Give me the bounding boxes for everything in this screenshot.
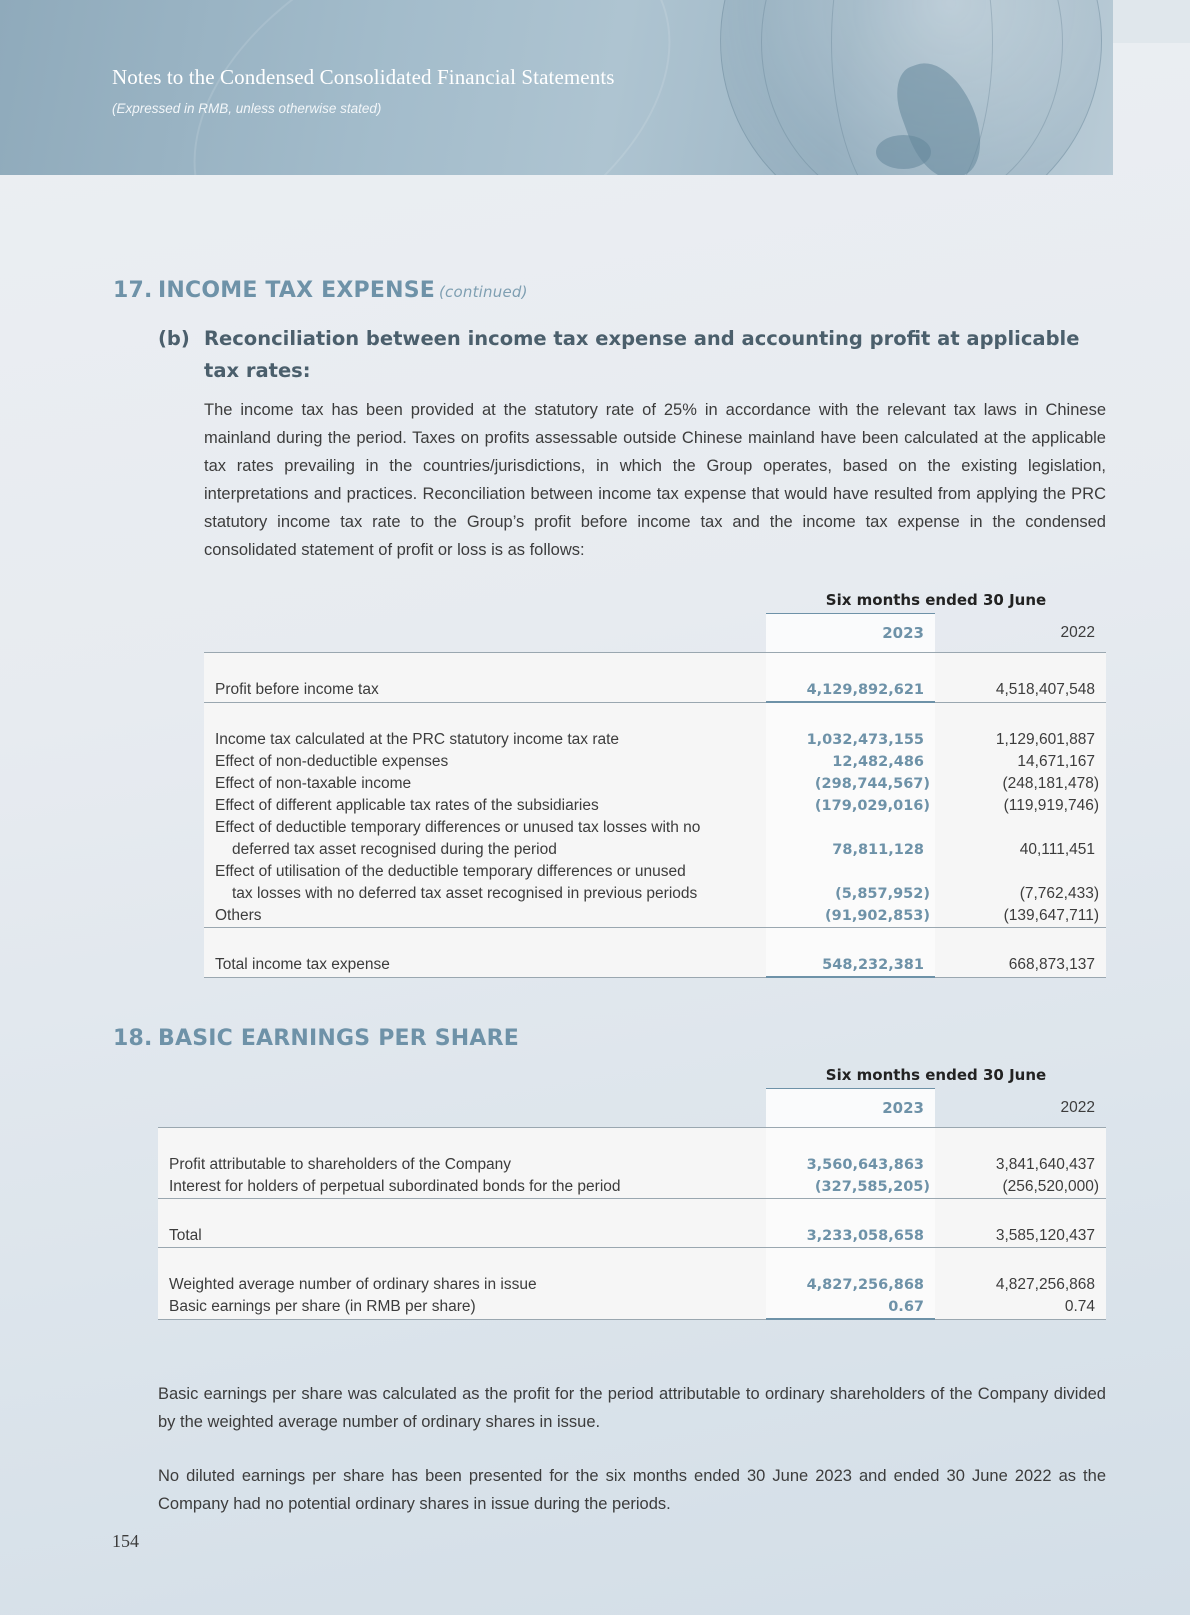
column-header-2022: 2022 [1060, 623, 1095, 641]
value-2023: 3,560,643,863 [766, 1154, 935, 1176]
table-row [204, 729, 1106, 751]
table-row [158, 1154, 1106, 1176]
header-title: Notes to the Condensed Consolidated Financial Statements [112, 65, 615, 89]
section-18-paragraph-2: No diluted earnings per share has been presented for the six months ended 30 June 2023 and ended 30 June 2022 as the Company had no potential ordinary shares in issue during the periods. [158, 1467, 1106, 1513]
value-2023: 4,129,892,621 [766, 679, 935, 702]
table-row [158, 1296, 1106, 1319]
table-row [204, 751, 1106, 773]
section-title: BASIC EARNINGS PER SHARE [158, 1026, 520, 1051]
row-label: Effect of utilisation of the deductible temporary differences or unused [204, 861, 766, 883]
section-17-heading [113, 278, 528, 303]
value-2023: 0.67 [766, 1296, 935, 1319]
value-2023: 1,032,473,155 [766, 729, 935, 751]
table-row [158, 1274, 1106, 1296]
column-header-2023: 2023 [766, 614, 935, 653]
value-2023: 78,811,128 [766, 839, 935, 861]
table-row [204, 773, 1106, 795]
value-2022: 0.74 [935, 1296, 1106, 1319]
value-2023: (179,029,016) [766, 795, 935, 817]
value-2023: (91,902,853) [766, 905, 935, 928]
table-row [204, 817, 1106, 839]
value-2022: 40,111,451 [935, 839, 1106, 861]
table-caption: Six months ended 30 June [825, 1066, 1047, 1084]
row-label: Effect of deductible temporary differences or unused tax losses with no [204, 817, 766, 839]
earnings-per-share-table [158, 1062, 1106, 1320]
column-header-2022: 2022 [1060, 1098, 1095, 1116]
total-2022: 668,873,137 [935, 954, 1106, 977]
value-2022: (119,919,746) [935, 795, 1106, 817]
value-2022: (139,647,711) [935, 905, 1106, 928]
section-number: 18. [113, 1026, 153, 1051]
total-2023: 548,232,381 [766, 954, 935, 977]
page-number: 154 [112, 1531, 139, 1551]
value-2023: (5,857,952) [766, 883, 935, 905]
row-label: Effect of non-deductible expenses [204, 751, 766, 773]
table-total-row [204, 954, 1106, 977]
table-row [158, 1176, 1106, 1199]
value-2022: (7,762,433) [935, 883, 1106, 905]
row-label: Effect of non-taxable income [204, 773, 766, 795]
value-2022: 1,129,601,887 [935, 729, 1106, 751]
section-18-heading [113, 1026, 519, 1051]
landmass-graphic-australia [876, 135, 931, 169]
row-label: Profit attributable to shareholders of the Company [158, 1154, 766, 1176]
table-row-continuation [204, 839, 1106, 861]
table-row [204, 795, 1106, 817]
value-2023: 4,827,256,868 [766, 1274, 935, 1296]
table-total-row [158, 1225, 1106, 1248]
value-2022: 4,827,256,868 [935, 1274, 1106, 1296]
section-17-paragraph: The income tax has been provided at the statutory rate of 25% in accordance with the relevant tax laws in Chinese mainland during the period. Taxes on profits assessable outside Chinese mainland have been calculated at the applicable tax rates prevailing in the countries/jurisdictions, in which the Group operates, based on the existing legislation, interpretations and practices. Reconciliation between income tax expense that would have resulted from applying the PRC statutory income tax rate to the Group’s profit before income tax and the income tax expense in the condensed consolidated statement of profit or loss is as follows: [204, 401, 1106, 559]
table-row-continuation [204, 883, 1106, 905]
section-title: INCOME TAX EXPENSE [158, 278, 435, 303]
value-2022: (248,181,478) [935, 773, 1106, 795]
row-label: Profit before income tax [204, 679, 766, 702]
table-caption: Six months ended 30 June [825, 591, 1047, 609]
value-2022: 3,841,640,437 [935, 1154, 1106, 1176]
total-label: Total [158, 1225, 766, 1248]
total-2022: 3,585,120,437 [935, 1225, 1106, 1248]
table-row [204, 905, 1106, 928]
value-2023: (327,585,205) [766, 1176, 935, 1199]
total-2023: 3,233,058,658 [766, 1225, 935, 1248]
subsection-b-heading [158, 323, 1108, 387]
continued-label: (continued) [439, 283, 528, 301]
row-label: Income tax calculated at the PRC statutory income tax rate [204, 729, 766, 751]
value-2022: 4,518,407,548 [935, 679, 1106, 702]
table-row [204, 679, 1106, 702]
row-label-continued: deferred tax asset recognised during the period [204, 839, 766, 861]
header-subtitle: (Expressed in RMB, unless otherwise stated) [112, 101, 382, 116]
row-label: Effect of different applicable tax rates of the subsidiaries [204, 795, 766, 817]
row-label: Interest for holders of perpetual subordinated bonds for the period [158, 1176, 766, 1199]
table-row [204, 861, 1106, 883]
total-label: Total income tax expense [204, 954, 766, 977]
value-2023: 12,482,486 [766, 751, 935, 773]
subsection-label: (b) [158, 327, 190, 350]
income-tax-reconciliation-table [204, 587, 1106, 978]
row-label: Weighted average number of ordinary shares in issue [158, 1274, 766, 1296]
header-banner [0, 0, 1113, 175]
value-2022: 14,671,167 [935, 751, 1106, 773]
value-2023: (298,744,567) [766, 773, 935, 795]
subsection-title: Reconciliation between income tax expense and accounting profit at applicable tax rates: [204, 327, 1080, 382]
column-header-2023: 2023 [766, 1089, 935, 1128]
row-label-continued: tax losses with no deferred tax asset recognised in previous periods [204, 883, 766, 905]
section-number: 17. [113, 278, 153, 303]
value-2022: (256,520,000) [935, 1176, 1106, 1199]
row-label: Basic earnings per share (in RMB per share) [158, 1296, 766, 1319]
row-label: Others [204, 905, 766, 928]
section-18-paragraph-1: Basic earnings per share was calculated as the profit for the period attributable to ordinary shareholders of the Company divided by the weighted average number of ordinary shares in issue. [158, 1385, 1106, 1431]
